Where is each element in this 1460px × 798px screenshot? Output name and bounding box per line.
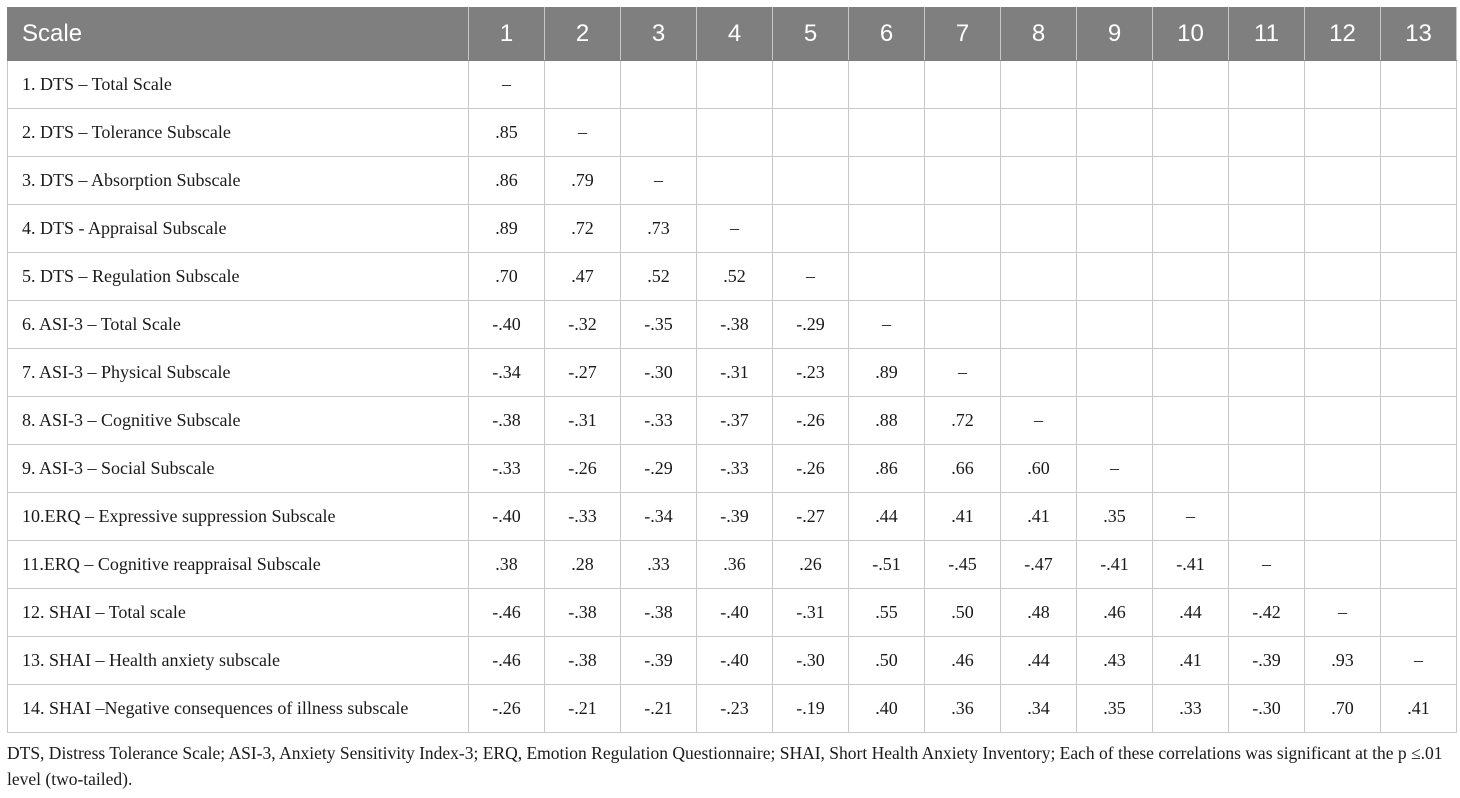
table-cell: .26 [773,541,849,589]
table-cell: -.39 [1229,637,1305,685]
table-cell [1153,109,1229,157]
table-row [8,637,1457,685]
row-label: 10.ERQ – Expressive suppression Subscale [8,493,469,541]
table-cell [1381,445,1457,493]
row-label: 6. ASI-3 – Total Scale [8,301,469,349]
column-header-10: 10 [1153,8,1229,61]
table-cell [925,157,1001,205]
table-row [8,541,1457,589]
table-cell: -.26 [773,397,849,445]
table-cell: .55 [849,589,925,637]
table-cell: .47 [545,253,621,301]
table-cell: -.37 [697,397,773,445]
row-label: 1. DTS – Total Scale [8,61,469,109]
table-cell [697,61,773,109]
table-cell [849,205,925,253]
table-cell: -.47 [1001,541,1077,589]
table-cell: – [545,109,621,157]
table-cell: .70 [469,253,545,301]
table-cell [1077,349,1153,397]
table-cell: -.32 [545,301,621,349]
table-cell: .73 [621,205,697,253]
column-header-6: 6 [849,8,925,61]
table-cell [1305,157,1381,205]
table-cell: -.41 [1153,541,1229,589]
table-cell [773,157,849,205]
table-cell [773,205,849,253]
column-header-12: 12 [1305,8,1381,61]
column-header-11: 11 [1229,8,1305,61]
table-cell: -.23 [773,349,849,397]
table-cell [1305,493,1381,541]
table-body [8,61,1457,733]
table-cell [925,109,1001,157]
table-cell [925,301,1001,349]
table-cell [1001,157,1077,205]
table-row [8,397,1457,445]
table-cell [1001,301,1077,349]
row-label: 3. DTS – Absorption Subscale [8,157,469,205]
column-header-9: 9 [1077,8,1153,61]
table-cell: -.33 [697,445,773,493]
column-header-2: 2 [545,8,621,61]
table-cell: -.21 [545,685,621,733]
row-label: 9. ASI-3 – Social Subscale [8,445,469,493]
table-cell [1305,109,1381,157]
table-cell: -.30 [1229,685,1305,733]
table-cell [1381,541,1457,589]
table-cell: – [849,301,925,349]
row-label: 4. DTS - Appraisal Subscale [8,205,469,253]
table-cell [1381,493,1457,541]
column-header-8: 8 [1001,8,1077,61]
table-cell [849,61,925,109]
table-cell: .35 [1077,685,1153,733]
table-cell: .44 [1001,637,1077,685]
table-cell: .85 [469,109,545,157]
table-cell [1381,301,1457,349]
column-header-5: 5 [773,8,849,61]
table-cell: .46 [925,637,1001,685]
table-cell: -.19 [773,685,849,733]
table-cell [1153,349,1229,397]
table-cell [1305,397,1381,445]
table-cell: .36 [925,685,1001,733]
table-cell: .93 [1305,637,1381,685]
table-cell [925,61,1001,109]
table-cell: -.21 [621,685,697,733]
column-header-scale: Scale [8,8,469,61]
table-cell [1305,253,1381,301]
table-row [8,445,1457,493]
table-cell: .89 [849,349,925,397]
table-cell: – [1381,637,1457,685]
table-cell: -.39 [697,493,773,541]
table-cell [1077,205,1153,253]
table-cell: .35 [1077,493,1153,541]
table-cell [1153,157,1229,205]
table-cell: -.38 [545,589,621,637]
table-cell: -.33 [469,445,545,493]
table-cell: -.45 [925,541,1001,589]
table-cell: -.40 [469,493,545,541]
table-cell: – [1001,397,1077,445]
table-cell: .28 [545,541,621,589]
table-cell [1229,253,1305,301]
table-cell: .72 [545,205,621,253]
table-cell [1153,445,1229,493]
table-cell: .46 [1077,589,1153,637]
table-cell: .72 [925,397,1001,445]
table-cell [1229,493,1305,541]
table-cell: -.27 [773,493,849,541]
table-cell [1153,253,1229,301]
table-cell: -.26 [469,685,545,733]
table-cell [849,253,925,301]
table-cell: -.40 [697,589,773,637]
table-cell [1381,253,1457,301]
table-cell [1229,301,1305,349]
table-cell: .79 [545,157,621,205]
table-cell: -.30 [621,349,697,397]
table-cell: .86 [469,157,545,205]
table-cell: -.27 [545,349,621,397]
table-cell [1305,301,1381,349]
table-cell [621,61,697,109]
table-cell [1077,61,1153,109]
table-cell: -.46 [469,589,545,637]
table-cell [1001,61,1077,109]
table-cell: -.29 [773,301,849,349]
table-cell: .41 [1153,637,1229,685]
table-cell [1229,109,1305,157]
table-cell: -.29 [621,445,697,493]
column-header-7: 7 [925,8,1001,61]
table-cell [1077,157,1153,205]
row-label: 5. DTS – Regulation Subscale [8,253,469,301]
table-cell: .34 [1001,685,1077,733]
table-cell: -.38 [545,637,621,685]
table-cell: -.51 [849,541,925,589]
column-header-13: 13 [1381,8,1457,61]
table-cell: -.35 [621,301,697,349]
table-cell [1229,205,1305,253]
table-cell: .52 [621,253,697,301]
table-cell [697,157,773,205]
table-cell: -.31 [697,349,773,397]
table-cell [925,253,1001,301]
table-cell [925,205,1001,253]
correlation-table [7,7,1457,733]
table-cell [1229,61,1305,109]
table-cell: -.40 [697,637,773,685]
table-footnote: DTS, Distress Tolerance Scale; ASI-3, Anxiety Sensitivity Index-3; ERQ, Emotion Regulation Questionnaire; SHAI, Short Health Anxiety Inventory; Each of these correlations was significant at the p ≤.01 level (two-tailed). [7,743,1443,789]
table-row [8,685,1457,733]
table-cell [1153,61,1229,109]
table-cell [773,61,849,109]
table-row [8,109,1457,157]
table-cell: .48 [1001,589,1077,637]
table-cell [1229,157,1305,205]
table-row [8,205,1457,253]
table-cell: .52 [697,253,773,301]
table-cell [697,109,773,157]
row-label: 2. DTS – Tolerance Subscale [8,109,469,157]
table-cell: .60 [1001,445,1077,493]
table-cell: -.40 [469,301,545,349]
table-cell [545,61,621,109]
table-cell: – [1153,493,1229,541]
table-row [8,301,1457,349]
table-cell: .33 [1153,685,1229,733]
table-cell: -.34 [469,349,545,397]
table-cell: .43 [1077,637,1153,685]
table-cell: -.38 [621,589,697,637]
table-cell: .89 [469,205,545,253]
table-cell [1153,301,1229,349]
table-cell [1001,253,1077,301]
table-cell [1001,109,1077,157]
table-cell [1381,205,1457,253]
table-cell [1305,349,1381,397]
table-cell: -.39 [621,637,697,685]
table-cell: – [697,205,773,253]
table-cell [1153,397,1229,445]
table-cell: – [1077,445,1153,493]
table-cell [1077,109,1153,157]
table-cell [849,157,925,205]
table-cell: .88 [849,397,925,445]
column-header-3: 3 [621,8,697,61]
table-cell: -.33 [621,397,697,445]
table-cell: -.31 [773,589,849,637]
table-cell: .36 [697,541,773,589]
table-cell [1229,397,1305,445]
table-cell: -.31 [545,397,621,445]
table-row [8,253,1457,301]
table-cell: – [925,349,1001,397]
table-cell: – [1229,541,1305,589]
table-cell: .41 [1381,685,1457,733]
table-cell: -.38 [469,397,545,445]
table-cell: .44 [849,493,925,541]
header-row [8,8,1457,61]
table-cell: – [1305,589,1381,637]
table-cell [1381,61,1457,109]
table-cell [1229,445,1305,493]
table-cell: -.26 [545,445,621,493]
table-cell [1381,589,1457,637]
table-cell: .41 [925,493,1001,541]
table-row [8,349,1457,397]
table-row [8,157,1457,205]
table-cell: .50 [925,589,1001,637]
row-label: 7. ASI-3 – Physical Subscale [8,349,469,397]
column-header-4: 4 [697,8,773,61]
table-cell [1153,205,1229,253]
table-cell: – [773,253,849,301]
table-cell: .33 [621,541,697,589]
table-cell [621,109,697,157]
table-cell: .44 [1153,589,1229,637]
table-cell: .70 [1305,685,1381,733]
table-cell: -.41 [1077,541,1153,589]
table-cell: .86 [849,445,925,493]
table-cell [1381,397,1457,445]
table-cell: -.33 [545,493,621,541]
table-header [8,8,1457,61]
table-cell: -.26 [773,445,849,493]
table-cell [1305,445,1381,493]
table-cell [1305,541,1381,589]
table-row [8,589,1457,637]
row-label: 8. ASI-3 – Cognitive Subscale [8,397,469,445]
table-cell [1229,349,1305,397]
table-cell: .41 [1001,493,1077,541]
row-label: 11.ERQ – Cognitive reappraisal Subscale [8,541,469,589]
table-cell [1077,253,1153,301]
table-cell: -.38 [697,301,773,349]
table-cell: .50 [849,637,925,685]
table-cell [1001,205,1077,253]
table-cell: -.34 [621,493,697,541]
row-label: 14. SHAI –Negative consequences of illness subscale [8,685,469,733]
table-cell [1077,301,1153,349]
row-label: 13. SHAI – Health anxiety subscale [8,637,469,685]
correlation-table-container [7,7,1453,733]
row-label: 12. SHAI – Total scale [8,589,469,637]
table-row [8,493,1457,541]
table-cell [1305,61,1381,109]
table-cell: – [621,157,697,205]
table-cell: -.30 [773,637,849,685]
table-cell [1001,349,1077,397]
table-cell: .40 [849,685,925,733]
table-cell: .66 [925,445,1001,493]
table-cell: -.42 [1229,589,1305,637]
table-row [8,61,1457,109]
table-cell: -.23 [697,685,773,733]
table-cell: -.46 [469,637,545,685]
table-cell [773,109,849,157]
table-cell [849,109,925,157]
table-cell [1381,109,1457,157]
table-cell: .38 [469,541,545,589]
table-cell: – [469,61,545,109]
column-header-1: 1 [469,8,545,61]
table-cell [1381,157,1457,205]
table-cell [1381,349,1457,397]
table-cell [1077,397,1153,445]
table-cell [1305,205,1381,253]
